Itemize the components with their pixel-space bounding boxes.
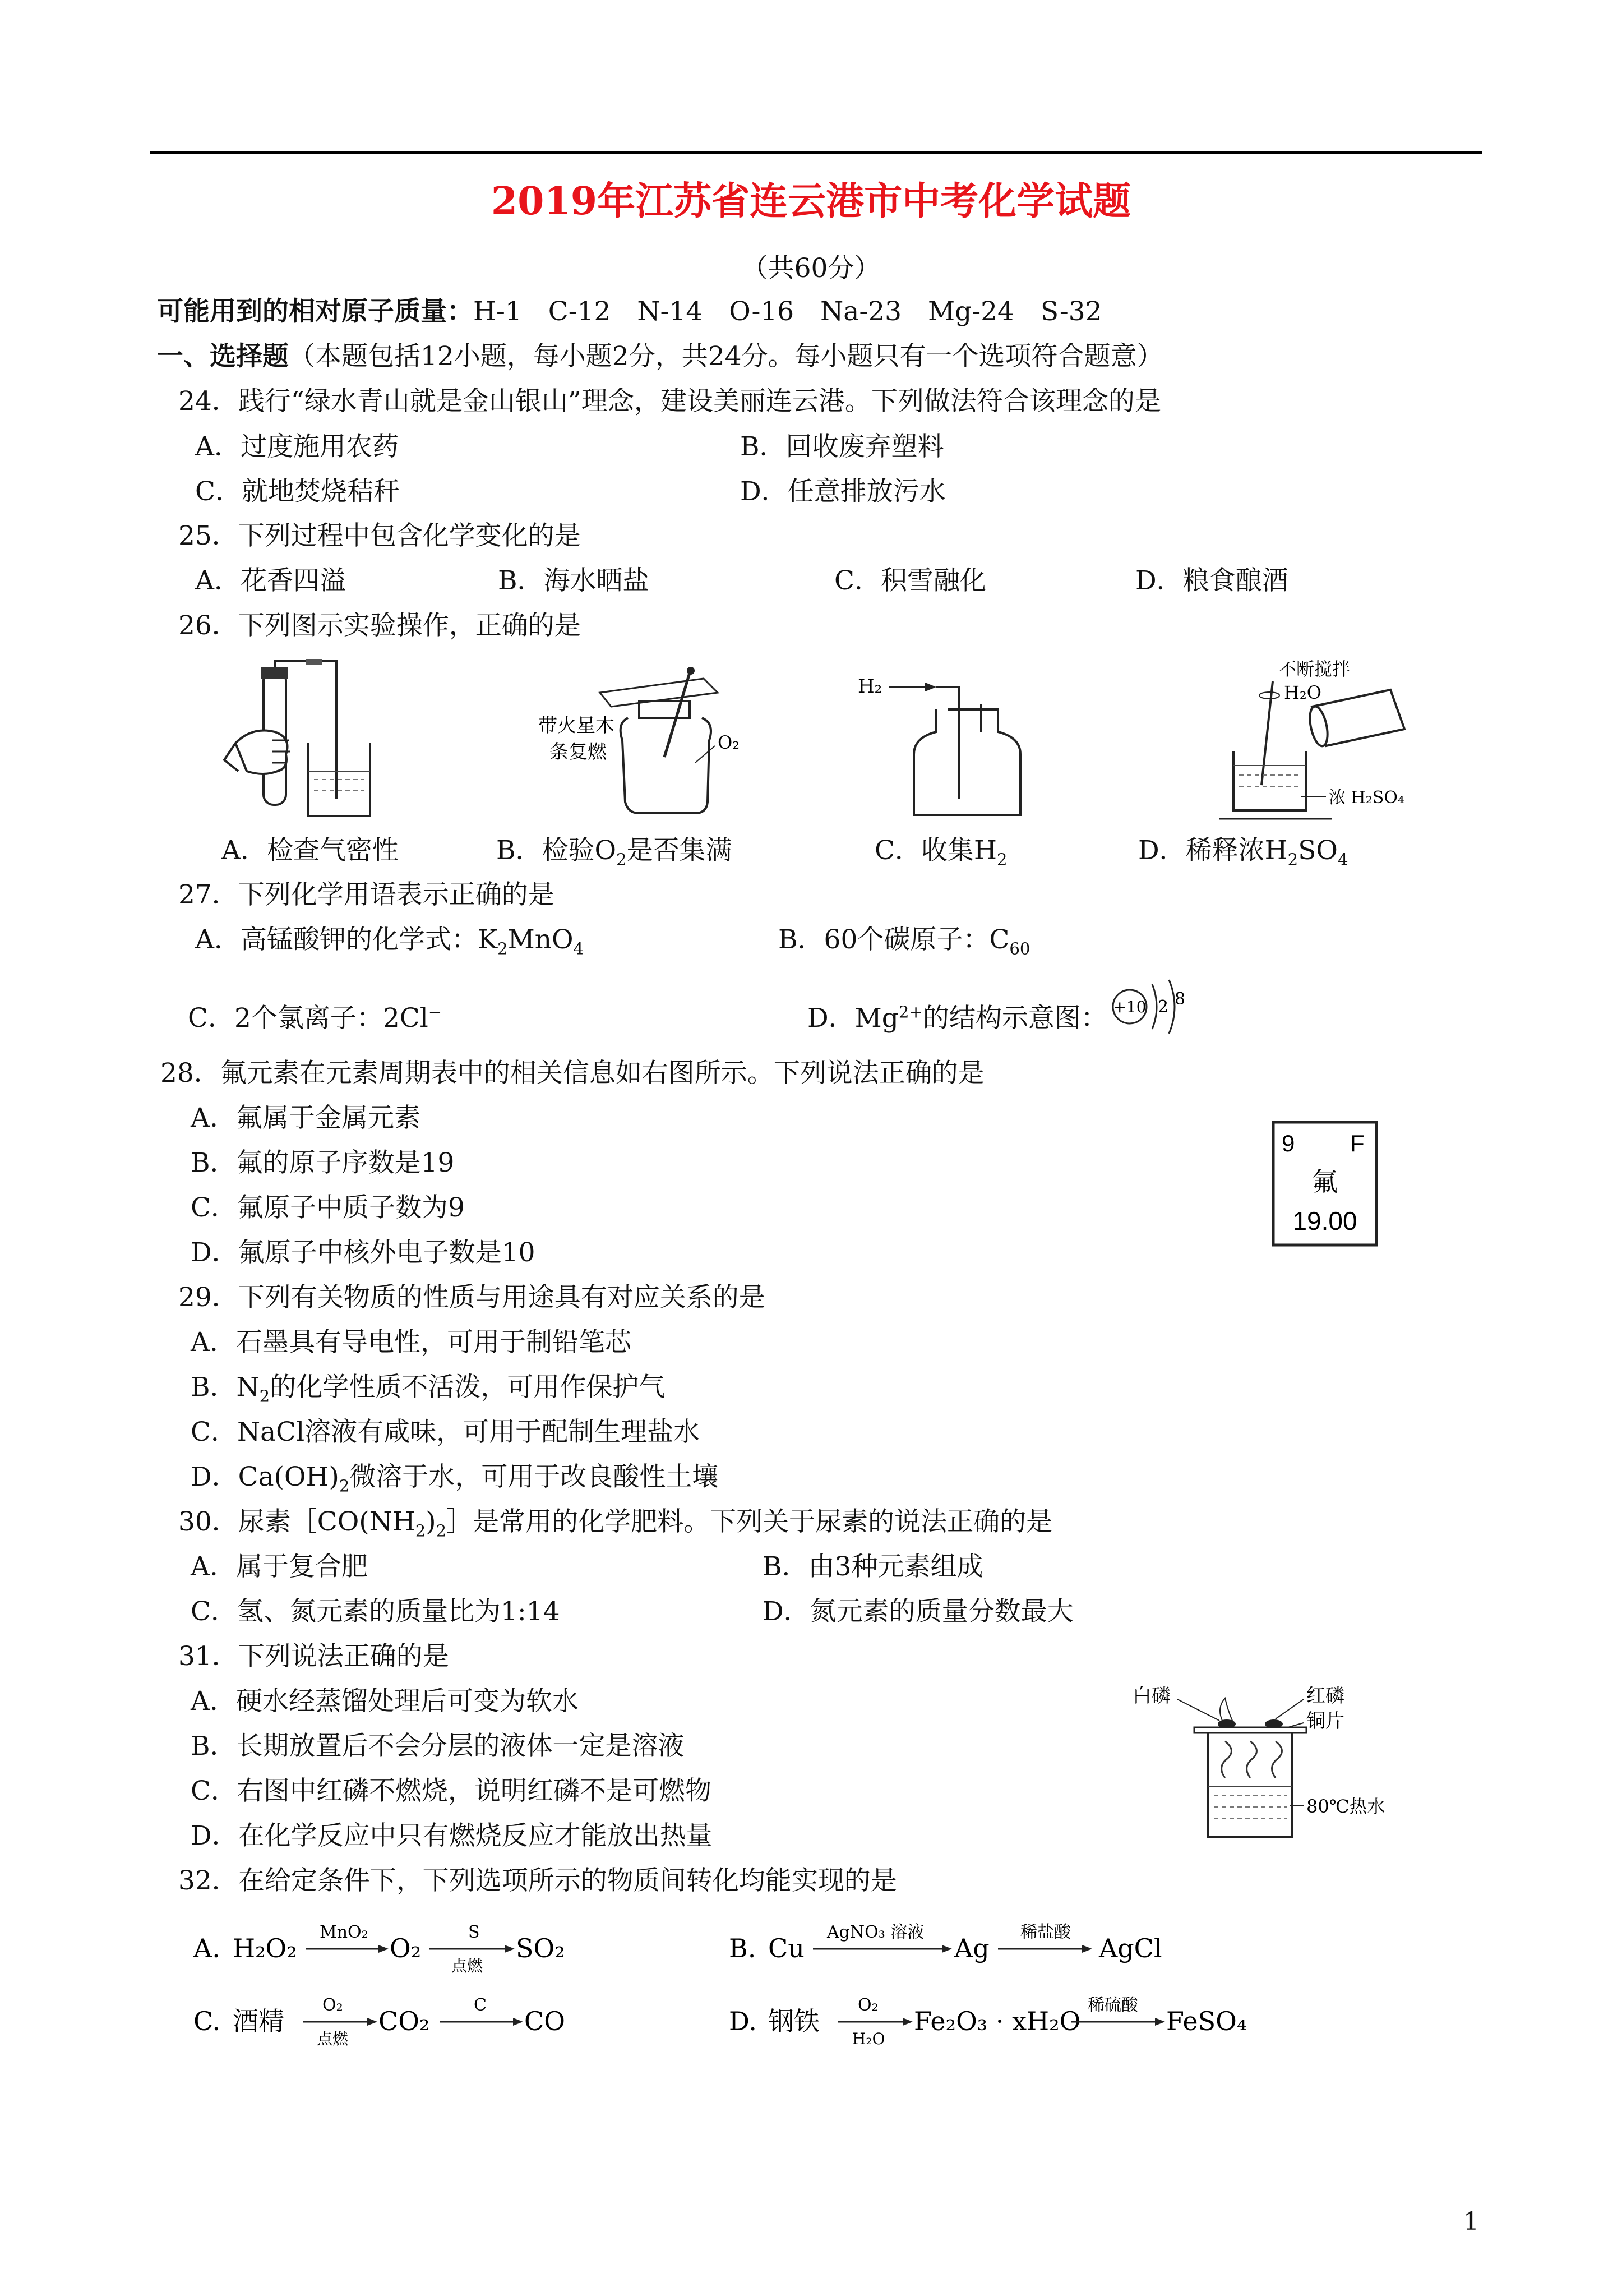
atomic-masses-label: 可能用到的相对原子质量：: [157, 296, 473, 327]
section-heading: [157, 343, 1163, 370]
svg-text:C.: C.: [193, 2006, 221, 2036]
fig-label-hot-water: 80℃热水: [1306, 1796, 1385, 1817]
question-26-option-b: B．检验$O_2$是否集满: [496, 835, 732, 869]
question-32-option-b: [729, 1918, 1233, 1980]
question-30-option-c: C．氢、氮元素的质量比为1:14: [191, 1596, 560, 1627]
question-25-option-c: C．积雪融化: [834, 565, 986, 596]
fig-c-gas-label: H₂: [858, 675, 882, 698]
question-29-option-c: C．NaCl溶液有咸味，可用于配制生理盐水: [191, 1417, 700, 1447]
svg-text:SO₂: SO₂: [516, 1933, 565, 1963]
atomic-masses-line: [157, 298, 1102, 325]
tile-name: 氟: [1312, 1167, 1338, 1197]
svg-text:A.: A.: [193, 1933, 220, 1963]
question-26-option-c: C．收集$H_2$: [875, 835, 1008, 869]
svg-text:酒精: 酒精: [233, 2006, 284, 2036]
svg-text:Ag: Ag: [954, 1933, 990, 1963]
svg-text:AgNO₃ 溶液: AgNO₃ 溶液: [827, 1922, 925, 1942]
fig-d-label-3: 浓 H₂SO₄: [1329, 788, 1404, 808]
figure-dilute-acid: [1211, 656, 1430, 830]
question-27-option-b: B．60个碳原子：$C_{60}$: [778, 924, 1030, 958]
question-28-stem: 28．氟元素在元素周期表中的相关信息如右图所示。下列说法正确的是: [160, 1058, 985, 1089]
svg-text:H₂O: H₂O: [852, 2030, 885, 2048]
question-31-option-a: A．硬水经蒸馏处理后可变为软水: [191, 1686, 579, 1717]
shell-1-electrons: 2: [1158, 997, 1169, 1017]
question-28-option-d: D．氟原子中核外电子数是10: [191, 1237, 535, 1268]
question-29-option-b: B．$N_2$的化学性质不活泼，可用作保护气: [191, 1372, 666, 1406]
question-25-option-a: A．花香四溢: [195, 565, 346, 596]
question-30-stem: 30．尿素$[CO(NH_2)_2]$是常用的化学肥料。下列关于尿素的说法正确的是: [178, 1506, 1053, 1541]
figure-fluorine-tile: [1272, 1121, 1378, 1247]
svg-text:点燃: 点燃: [451, 1957, 483, 1975]
fig-b-gas-label: O₂: [718, 732, 740, 753]
question-25-option-d: D．粮食酿酒: [1135, 565, 1288, 596]
figure-mg-ion-structure: [1107, 973, 1197, 1040]
question-28-option-b: B．氟的原子序数是19: [191, 1147, 455, 1178]
question-24-option-b: B．回收废弃塑料: [740, 431, 944, 462]
fig-label-white-p: 白磷: [1133, 1685, 1171, 1707]
figure-phosphorus-combustion: [1133, 1677, 1413, 1851]
question-25-option-b: B．海水晒盐: [498, 565, 649, 596]
svg-text:AgCl: AgCl: [1099, 1933, 1162, 1963]
figure-hydrogen-collection: [858, 670, 1026, 822]
fig-b-label-1: 带火星木: [538, 714, 614, 737]
tile-atomic-number: 9: [1282, 1130, 1295, 1156]
svg-text:Cu: Cu: [768, 1933, 805, 1963]
svg-text:S: S: [468, 1922, 480, 1942]
question-32-option-d: [729, 1991, 1247, 2053]
question-31-stem: 31．下列说法正确的是: [178, 1641, 449, 1672]
question-32-stem: 32．在给定条件下，下列选项所示的物质间转化均能实现的是: [178, 1865, 897, 1896]
question-29-stem: 29．下列有关物质的性质与用途具有对应关系的是: [178, 1282, 765, 1313]
svg-text:O₂: O₂: [322, 1995, 343, 2015]
question-28-option-c: C．氟原子中质子数为9: [191, 1192, 465, 1223]
figure-oxygen-test: [527, 656, 751, 824]
question-30-option-d: D．氮元素的质量分数最大: [763, 1596, 1074, 1627]
svg-text:CO₂: CO₂: [378, 2006, 430, 2036]
section-title: 一、选择题: [157, 341, 289, 372]
tile-mass: 19.00: [1292, 1206, 1357, 1235]
figure-airtightness-check: [224, 659, 392, 822]
question-26-option-a: A．检查气密性: [221, 835, 399, 866]
nucleus-charge: +10: [1113, 998, 1147, 1016]
svg-text:O₂: O₂: [390, 1933, 422, 1963]
svg-text:Fe₂O₃ · xH₂O: Fe₂O₃ · xH₂O: [914, 2006, 1081, 2036]
top-rule: [150, 151, 1482, 154]
svg-text:CO: CO: [524, 2006, 565, 2036]
question-24-option-c: C．就地焚烧秸秆: [195, 476, 400, 507]
svg-text:点燃: 点燃: [317, 2030, 349, 2048]
question-29-option-d: D．$Ca(OH)_2$微溶于水，可用于改良酸性土壤: [191, 1461, 719, 1496]
score-note: （共60分）: [741, 253, 881, 284]
question-24-stem: 24．践行“绿水青山就是金山银山”理念，建设美丽连云港。下列做法符合该理念的是: [178, 386, 1161, 417]
question-27-stem: 27．下列化学用语表示正确的是: [178, 879, 554, 910]
question-32-option-c: [193, 1991, 597, 2053]
svg-text:FeSO₄: FeSO₄: [1166, 2006, 1247, 2036]
atomic-masses-values: H-1 C-12 N-14 O-16 Na-23 Mg-24 S-32: [473, 296, 1102, 327]
question-27-option-d: D．$Mg^{2+}$的结构示意图：: [807, 1002, 1107, 1034]
svg-text:钢铁: 钢铁: [768, 2006, 820, 2036]
tile-symbol: F: [1350, 1130, 1365, 1156]
shell-2-electrons: 8: [1175, 989, 1186, 1009]
fig-d-label-2: H₂O: [1284, 682, 1321, 703]
svg-text:H₂O₂: H₂O₂: [233, 1933, 297, 1963]
svg-text:稀盐酸: 稀盐酸: [1020, 1922, 1071, 1942]
fig-d-label-1: 不断搅拌: [1278, 658, 1351, 680]
svg-text:C: C: [474, 1995, 487, 2015]
question-31-option-d: D．在化学反应中只有燃烧反应才能放出热量: [191, 1820, 713, 1851]
question-27-option-c: C．2个氯离子：2Cl−: [188, 1002, 442, 1034]
question-28-option-a: A．氟属于金属元素: [191, 1103, 420, 1133]
question-29-option-a: A．石墨具有导电性，可用于制铅笔芯: [191, 1327, 631, 1358]
svg-text:D.: D.: [729, 2006, 757, 2036]
question-26-option-d: D．稀释浓$H_2SO_4$: [1138, 835, 1348, 869]
fig-b-label-2: 条复燃: [549, 741, 607, 763]
svg-text:MnO₂: MnO₂: [320, 1922, 368, 1942]
svg-text:B.: B.: [729, 1933, 756, 1963]
fig-label-red-p: 红磷: [1306, 1685, 1344, 1707]
page-number: 1: [1463, 2207, 1479, 2236]
page-title: 2019年江苏省连云港市中考化学试题: [491, 179, 1131, 224]
question-27-option-a: A．高锰酸钾的化学式：$K_2MnO_4$: [195, 924, 584, 958]
section-note: （本题包括12小题，每小题2分，共24分。每小题只有一个选项符合题意）: [289, 341, 1163, 372]
question-25-stem: 25．下列过程中包含化学变化的是: [178, 520, 581, 551]
svg-text:稀硫酸: 稀硫酸: [1088, 1995, 1138, 2015]
question-30-option-a: A．属于复合肥: [191, 1551, 368, 1582]
fig-label-copper: 铜片: [1306, 1710, 1344, 1732]
svg-text:O₂: O₂: [858, 1995, 879, 2015]
question-24-option-a: A．过度施用农药: [195, 431, 399, 462]
question-26-stem: 26．下列图示实验操作，正确的是: [178, 610, 581, 641]
question-31-option-c: C．右图中红磷不燃烧，说明红磷不是可燃物: [191, 1776, 711, 1806]
question-30-option-b: B．由3种元素组成: [763, 1551, 983, 1582]
question-31-option-b: B．长期放置后不会分层的液体一定是溶液: [191, 1731, 685, 1762]
question-24-option-d: D．任意排放污水: [740, 476, 946, 507]
question-32-option-a: [193, 1918, 597, 1980]
